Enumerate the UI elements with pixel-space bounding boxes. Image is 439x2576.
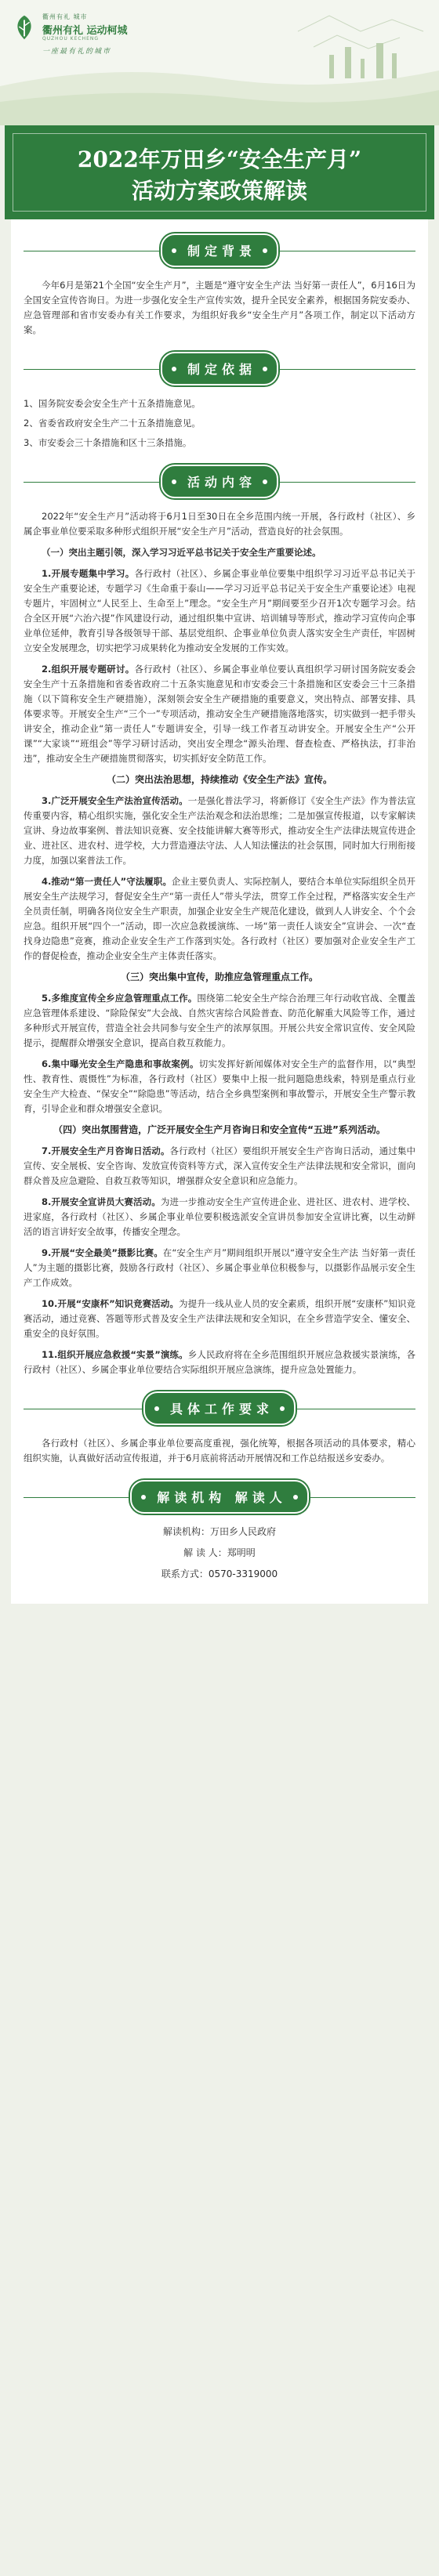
- item-label: 8.开展安全宣讲员大赛活动。: [42, 1196, 161, 1207]
- item-text: 一是强化普法学习，将新修订《安全生产法》作为普法宣传重要内容，精心组织实施，强化安全生产法治观念和法治思维；二是加强宣传报道，以专家解读宣讲、身边故事案例、普法知识竞赛、安全技能讲解大赛等形式，推动安全生产法律法规宣传进企业、进社区、进农村、进学校，大力营造遵法守法、人人知法懂法的社会氛围，同时加大行刑衔接力度，加强以案普法工作。: [24, 795, 415, 866]
- item-text: 企业主要负责人、实际控制人，要结合本单位实际组织全员开展安全生产法规学习，督促安全生产“第一责任人”带头学法，贯穿工作全过程，严格落实安全生产全员责任制，明确各岗位安全生产职责，加强企业安全生产规范化建设，做到人人讲安全、个个会应急。组织开展“四个一”活动，即一次应急救援演练、一场“第一责任人谈安全”宣讲会、一次“查找身边隐患”竞赛，推动企业安全生产工作落到实处。各行政村（社区）要加强对企业安全生产工作的督促检查，推动企业安全生产主体责任落实。: [24, 876, 415, 961]
- item-text: 围绕第二轮安全生产综合治理三年行动收官战、全覆盖应急管理体系建设、“除险保安”大会战、自然灾害综合风险普查、防范化解重大风险等工作，通过多种形式开展宣传，营造全社会共同参与安全生产的浓厚氛围。开展公共安全常识宣传、安全风险提示，提醒群众增强安全意识，提高自救互救能力。: [24, 993, 416, 1048]
- logo-top-text: 衢州有礼 城市: [42, 13, 88, 20]
- part-heading: （一）突出主题引领，深入学习习近平总书记关于安全生产重要论述。: [42, 547, 321, 558]
- section-heading-background: [24, 233, 415, 267]
- section-title: 制定依据: [161, 352, 278, 385]
- item-text: 为进一步推动安全生产宣传进企业、进社区、进农村、进学校、进家庭，各行政村（社区）、乡属企事业单位要积极选派安全宣讲员参加安全宣讲比赛，以生动鲜活的语言讲好安全故事，传播安全理念。: [24, 1196, 415, 1237]
- requirements-text: 各行政村（社区）、乡属企事业单位要高度重视，强化统筹，根据各项活动的具体要求，精心组织实施，认真做好活动宣传报道，并于6月底前将活动开展情况和工作总结报送乡安委办。: [24, 1438, 415, 1463]
- footer: [0, 1604, 439, 1635]
- background-text: 今年6月是第21个全国“安全生产月”，主题是“遵守安全生产法 当好第一责任人”，6月16日为全国安全宣传咨询日。为进一步强化安全生产宣传实效，提升全民安全素养，根据国务院安委办、应急管理部和省市安委办有关工作要求，为组织好我乡“安全生产月”各项工作，制定以下活动方案。: [24, 280, 415, 335]
- header: [0, 0, 439, 125]
- section-heading-interpretation: [24, 1480, 415, 1514]
- logo: [9, 6, 128, 61]
- contact-info: [24, 1525, 415, 1582]
- paragraph: [24, 991, 415, 1051]
- contact-phone: 联系方式：0570-3319000: [161, 1568, 278, 1579]
- section-title: 解读机构 解读人: [130, 1480, 309, 1514]
- item-text: 各行政村（社区）、乡属企事业单位要认真组织学习研讨国务院安委会安全生产十五条措施和省委省政府二十五条实施意见和市安委会三十条措施和区安委会三十三条措施（以下简称安全生产硬措施），深刻领会安全生产硬措施的重要意义，突出特点、部署安排、具体要求等。开展安全生产“三个一”专项活动，推动安全生产硬措施落地落实，切实做到一把手带头讲安全，推动企业“第一责任人”专题讲安全，引导一线工作者互动讲安全。开展安全生产“公开课”“大家谈”“班组会”等学习研讨活动，突出安全理念“源头治理、督查检查、严格执法，打非治违”，推动安全生产硬措施贯彻落实，切实抓好安全防范工作。: [24, 664, 415, 764]
- paragraph: [24, 566, 415, 656]
- item-text: 为提升一线从业人员的安全素质，组织开展“安康杯”知识竞赛活动，通过竞赛、答题等形式普及安全生产法律法规和安全知识，在全乡营造学安全、懂安全、重安全的良好氛围。: [24, 1298, 415, 1339]
- item-label: 4.推动“第一责任人”守法履职。: [42, 876, 172, 887]
- item-label: 6.集中曝光安全生产隐患和事故案例。: [42, 1058, 199, 1069]
- logo-english: QUZHOU KECHENG: [42, 36, 100, 42]
- logo-slogan: 一座最有礼的城市: [42, 48, 112, 56]
- paragraph: [24, 1297, 415, 1341]
- title-banner: [5, 125, 434, 219]
- item-text: 乡人民政府将在全乡范围组织开展应急救援实景演练，各行政村（社区）、乡属企事业单位要结合实际组织开展应急演练，提升应急处置能力。: [24, 1349, 415, 1375]
- item-text: 切实发挥好新闻媒体对安全生产的监督作用，以“典型性、教育性、震慑性”为标准，各行政村（社区）要集中上报一批问题隐患线索，特别是重点行业安全生产大检查、“保安全”“除隐患”等活动，结合全乡典型案例和事故警示，开展安全生产警示教育，引导企业和群众增强安全意识。: [24, 1058, 415, 1114]
- paragraph: [24, 794, 415, 868]
- section-heading-requirements: [24, 1391, 415, 1425]
- part-heading: （二）突出法治思想，持续推动《安全生产法》宣传。: [106, 774, 332, 785]
- item-label: 7.开展安全生产月咨询日活动。: [42, 1145, 170, 1156]
- list-item: 2、省委省政府安全生产二十五条措施意见。: [24, 418, 201, 429]
- activities-intro: 2022年“安全生产月”活动将于6月1日至30日在全乡范围内统一开展，各行政村（社区）、乡属企事业单位要采取多种形式组织开展“安全生产月”活动，营造良好的社会氛围。: [24, 511, 415, 537]
- list-item: 3、市安委会三十条措施和区十三条措施。: [24, 437, 192, 448]
- paragraph: [24, 1348, 415, 1377]
- item-label: 5.多维度宣传全乡应急管理重点工作。: [42, 993, 198, 1004]
- page-title-line2: 活动方案政策解读: [131, 178, 307, 204]
- logo-title: 衢州有礼 运动柯城: [42, 25, 128, 37]
- paragraph: [24, 662, 415, 766]
- paragraph: [24, 1144, 415, 1189]
- section-heading-basis: [24, 352, 415, 385]
- item-text: 各行政村（社区）要组织开展安全生产咨询日活动，通过集中宣传、安全展板、安全咨询、发放宣传资料等方式，深入宣传安全生产法律法规和安全常识，面向群众普及应急避险、自救互救等知识，增强群众安全意识和应急能力。: [24, 1145, 416, 1186]
- paragraph: [24, 1195, 415, 1239]
- section-title: 具体工作要求: [143, 1391, 296, 1425]
- part-heading: （三）突出集中宣传，助推应急管理重点工作。: [120, 971, 318, 982]
- part-heading: （四）突出氛围营造，广泛开展安全生产月咨询日和安全宣传“五进”系列活动。: [53, 1124, 386, 1135]
- item-label: 3.广泛开展安全生产法治宣传活动。: [42, 795, 188, 806]
- logo-leaf-icon: [9, 13, 39, 42]
- page-title-line1: 2022年万田乡“安全生产月”: [77, 147, 362, 172]
- item-label: 9.开展“安全最美”摄影比赛。: [42, 1247, 163, 1258]
- item-label: 10.开展“安康杯”知识竞赛活动。: [42, 1298, 179, 1309]
- list-item: 1、国务院安委会安全生产十五条措施意见。: [24, 398, 201, 409]
- item-label: 11.组织开展应急救援“实景”演练。: [42, 1349, 188, 1360]
- paragraph: [24, 1246, 415, 1290]
- section-title: 活动内容: [161, 465, 278, 498]
- content: [11, 219, 428, 1604]
- paragraph: [24, 1057, 415, 1116]
- paragraph: [24, 874, 415, 964]
- item-label: 2.组织开展专题研讨。: [42, 664, 135, 675]
- section-title: 制定背景: [161, 233, 278, 267]
- item-text: 各行政村（社区）、乡属企事业单位要集中组织学习习近平总书记关于安全生产重要论述，专题学习《生命重于泰山——学习习近平总书记关于安全生产重要论述》电视专题片，牢固树立“人民至上、生命至上”理念。“安全生产月”期间要至少召开1次专题学习会。结合全区开展“六治六提”作风建设行动，通过组织集中宣讲、培训辅导等形式，推动学习宣传向企事业单位延伸，教育引导各级领导干部、基层党组织、企事业单位负责人落实安全生产责任，牢固树立安全发展理念，切实把学习成果转化为推动安全发展的工作实效。: [24, 568, 415, 653]
- item-label: 1.开展专题集中学习。: [42, 568, 135, 579]
- basis-list: [24, 396, 415, 450]
- item-text: 在“安全生产月”期间组织开展以“遵守安全生产法 当好第一责任人”为主题的摄影比赛，鼓励各行政村（社区）、乡属企事业单位积极参与，以摄影作品展示安全生产工作成效。: [24, 1247, 415, 1288]
- interpretation-org: 解读机构：万田乡人民政府: [162, 1526, 276, 1537]
- section-heading-activities: [24, 465, 415, 498]
- interpretation-person: 解 读 人：郑明明: [183, 1547, 256, 1558]
